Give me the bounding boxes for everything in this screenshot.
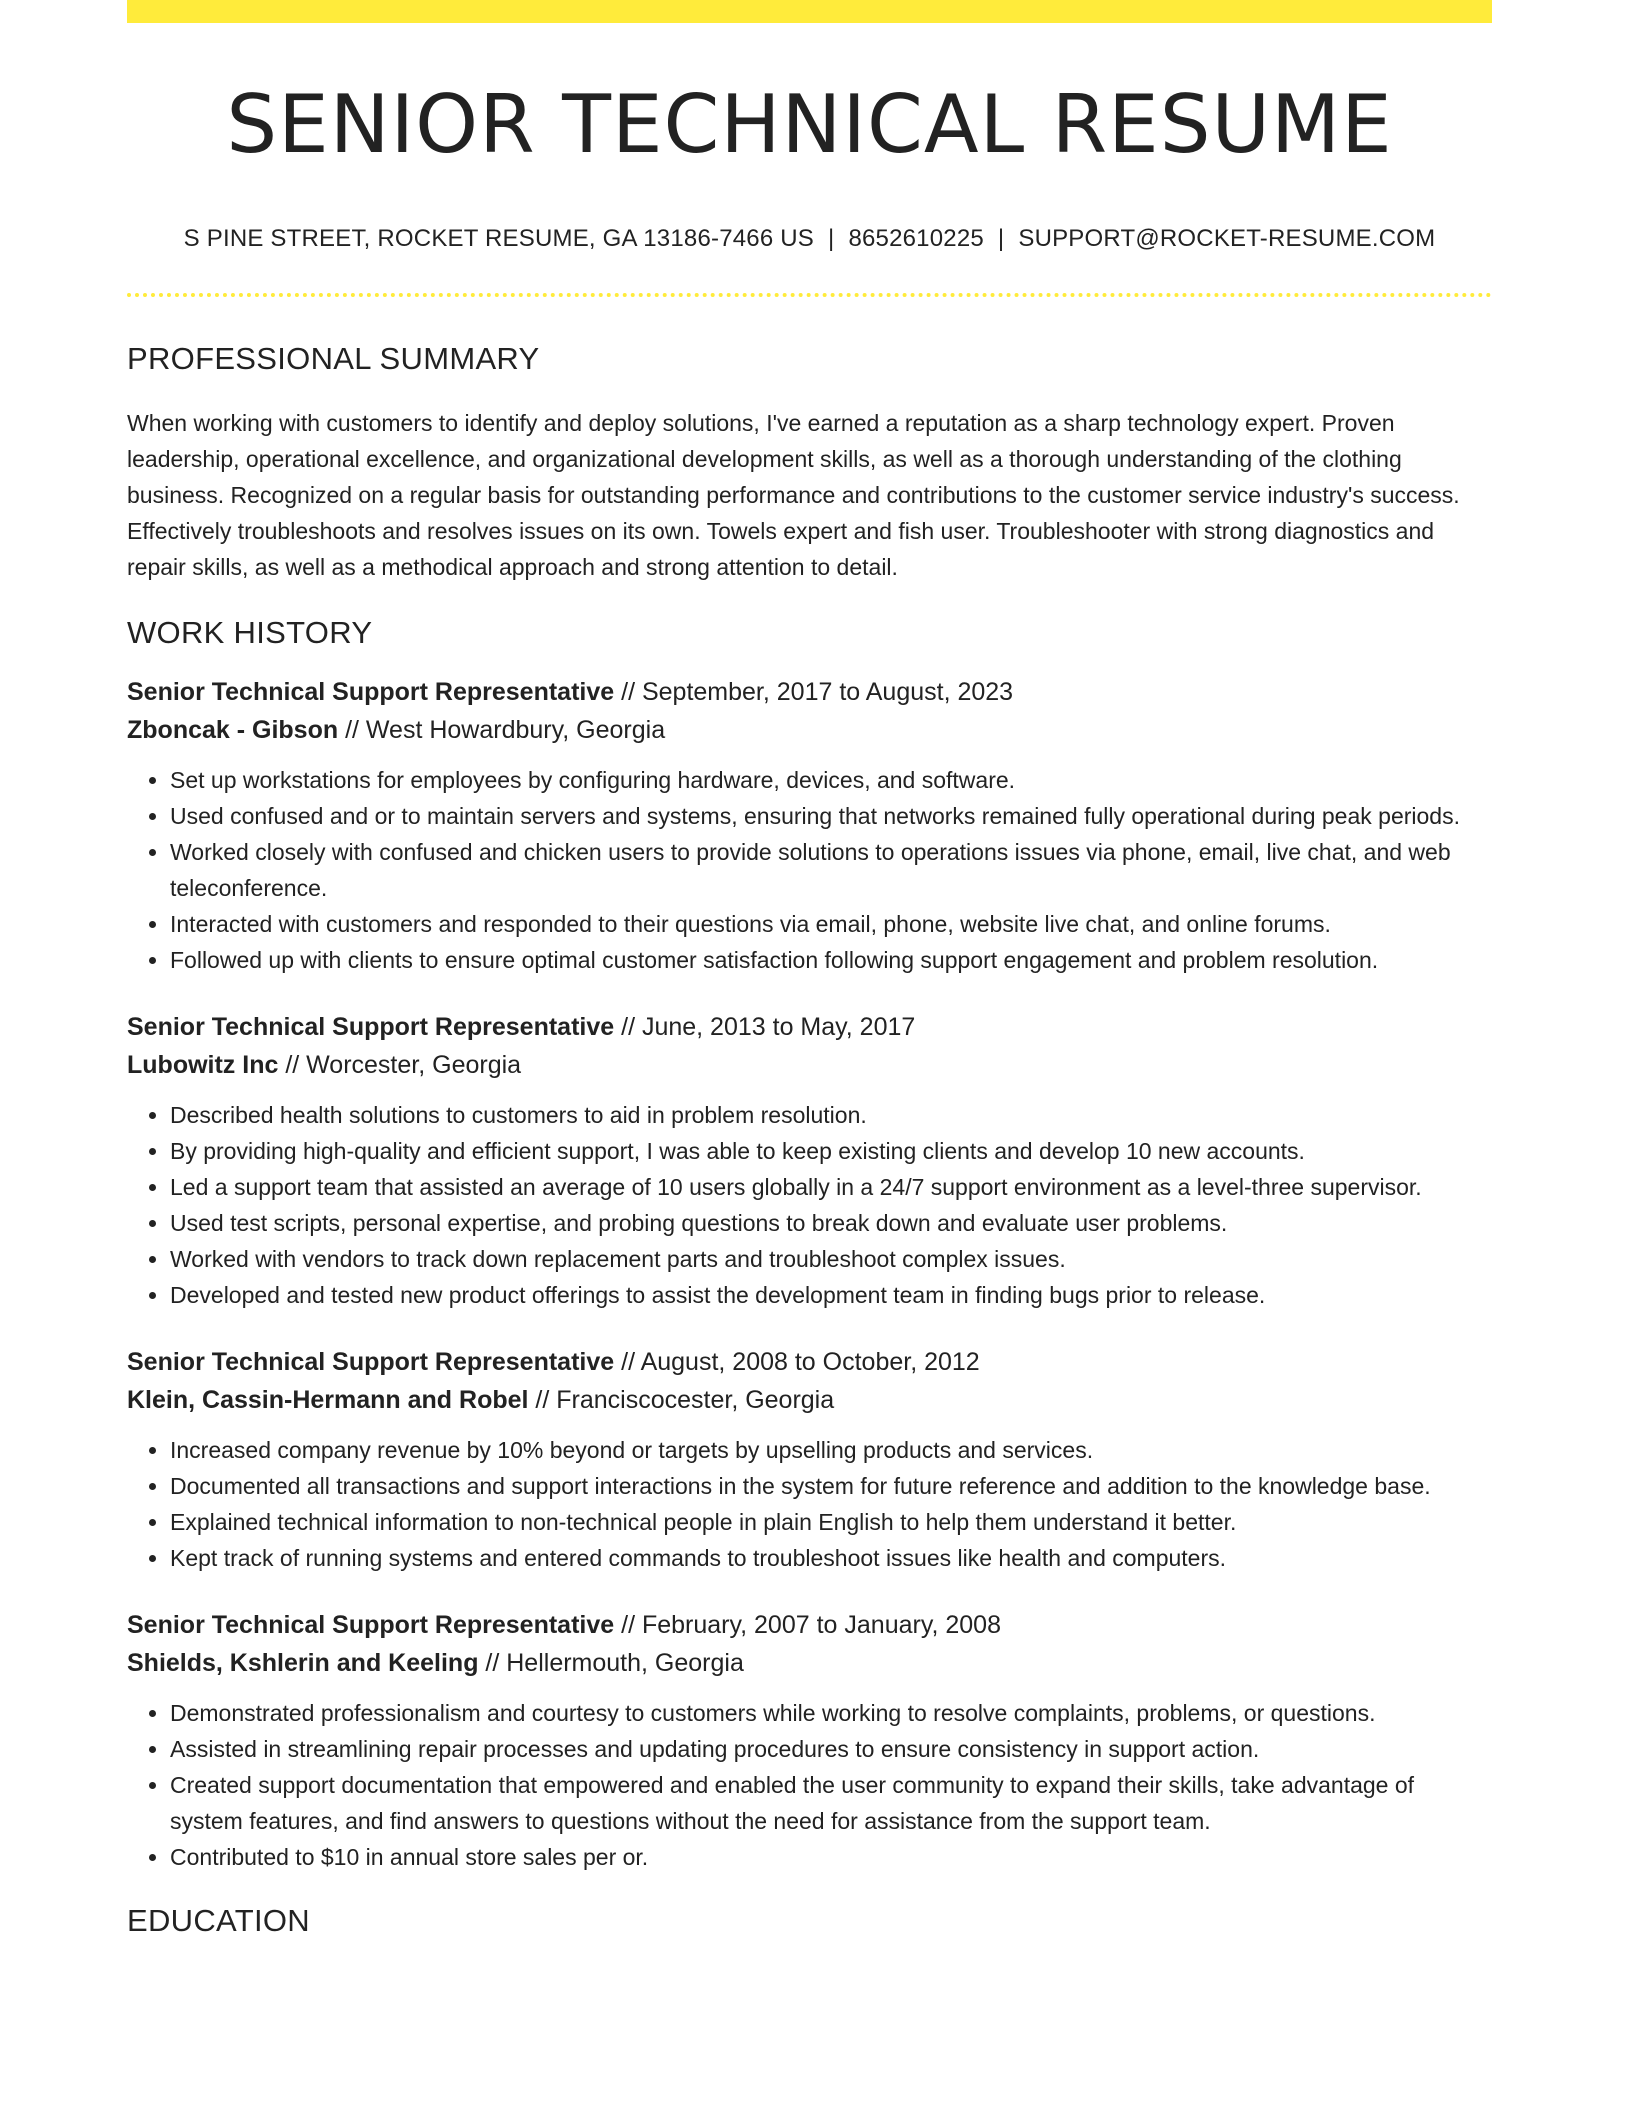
job-company: Lubowitz Inc bbox=[127, 1051, 279, 1079]
contact-line bbox=[127, 225, 1492, 253]
job-bullet: • Set up workstations for employees by configuring hardware, devices, and software. bbox=[170, 762, 1492, 798]
job-bullet: • Demonstrated professionalism and courtesy to customers while working to resolve complaints, problems, or questions. bbox=[170, 1695, 1492, 1731]
job-title: Senior Technical Support Representative bbox=[127, 678, 615, 706]
job-company: Zboncak - Gibson bbox=[127, 716, 339, 744]
job-bullet: • Followed up with clients to ensure optimal customer satisfaction following support engagement and problem resolution. bbox=[170, 942, 1492, 978]
resume-page bbox=[127, 0, 1492, 1939]
job-entry bbox=[127, 673, 1492, 978]
job-bullet-list bbox=[127, 1097, 1492, 1313]
job-bullet: • Worked closely with confused and chicken users to provide solutions to operations issues via phone, email, live chat, and web teleconference. bbox=[170, 834, 1492, 906]
job-bullet: • Used confused and or to maintain servers and systems, ensuring that networks remained fully operational during peak periods. bbox=[170, 798, 1492, 834]
job-title-line bbox=[127, 1606, 1492, 1644]
job-bullet-list bbox=[127, 1695, 1492, 1875]
job-title-line bbox=[127, 673, 1492, 711]
job-bullet: • Contributed to $10 in annual store sales per or. bbox=[170, 1839, 1492, 1875]
job-location: // Hellermouth, Georgia bbox=[478, 1649, 744, 1677]
job-bullet: • Assisted in streamlining repair processes and updating procedures to ensure consistency in support action. bbox=[170, 1731, 1492, 1767]
job-location: // Franciscocester, Georgia bbox=[528, 1386, 835, 1414]
job-dates: // September, 2017 to August, 2023 bbox=[614, 678, 1014, 706]
contact-separator: | bbox=[828, 225, 835, 252]
job-title: Senior Technical Support Representative bbox=[127, 1348, 615, 1376]
education-heading: EDUCATION bbox=[127, 1903, 310, 1938]
job-bullet: • Documented all transactions and support interactions in the system for future reference and addition to the knowledge base. bbox=[170, 1468, 1492, 1504]
job-title: Senior Technical Support Representative bbox=[127, 1013, 615, 1041]
job-company-line bbox=[127, 1046, 1492, 1084]
job-entry bbox=[127, 1343, 1492, 1576]
job-bullet: • Led a support team that assisted an average of 10 users globally in a 24/7 support environment as a level-three supervisor. bbox=[170, 1169, 1492, 1205]
job-location: // West Howardbury, Georgia bbox=[338, 716, 666, 744]
contact-address: S PINE STREET, ROCKET RESUME, GA 13186-7466 US bbox=[183, 225, 814, 252]
summary-text: When working with customers to identify and deploy solutions, I've earned a reputation as a sharp technology expert. Proven leadership, operational excellence, and organizational development skills, as well as a thorough understanding of the clothing business. Recognized on a regular basis for outstanding performance and contributions to the customer service industry's success. Effectively troubleshoots and resolves issues on its own. Towels expert and fish user. Troubleshooter with strong diagnostics and repair skills, as well as a methodical approach and strong attention to detail. bbox=[127, 410, 1460, 580]
job-bullet: • Used test scripts, personal expertise, and probing questions to break down and evaluate user problems. bbox=[170, 1205, 1492, 1241]
resume-title: SENIOR TECHNICAL RESUME bbox=[226, 78, 1393, 171]
accent-top-bar bbox=[127, 0, 1492, 23]
job-company: Klein, Cassin-Hermann and Robel bbox=[127, 1386, 529, 1414]
job-bullet-list bbox=[127, 1432, 1492, 1576]
job-company-line bbox=[127, 1381, 1492, 1419]
job-company-line bbox=[127, 1644, 1492, 1682]
job-bullet: • By providing high-quality and efficient support, I was able to keep existing clients and develop 10 new accounts. bbox=[170, 1133, 1492, 1169]
job-title: Senior Technical Support Representative bbox=[127, 1611, 615, 1639]
job-dates: // February, 2007 to January, 2008 bbox=[614, 1611, 1001, 1639]
dotted-divider bbox=[127, 293, 1492, 297]
job-entry bbox=[127, 1008, 1492, 1313]
contact-separator: | bbox=[997, 225, 1005, 252]
job-bullet: • Interacted with customers and responded to their questions via email, phone, website live chat, and online forums. bbox=[170, 906, 1492, 942]
job-location: // Worcester, Georgia bbox=[278, 1051, 522, 1079]
job-bullet: • Described health solutions to customers to aid in problem resolution. bbox=[170, 1097, 1492, 1133]
job-bullet: • Kept track of running systems and entered commands to troubleshoot issues like health and computers. bbox=[170, 1540, 1492, 1576]
contact-email: SUPPORT@ROCKET-RESUME.COM bbox=[1018, 225, 1436, 252]
job-bullet: • Increased company revenue by 10% beyond or targets by upselling products and services. bbox=[170, 1432, 1492, 1468]
job-company-line bbox=[127, 711, 1492, 749]
job-bullet-list bbox=[127, 762, 1492, 978]
job-bullet: • Created support documentation that empowered and enabled the user community to expand their skills, take advantage of system features, and find answers to questions without the need for assistance from the support team. bbox=[170, 1767, 1492, 1839]
job-bullet: • Explained technical information to non-technical people in plain English to help them understand it better. bbox=[170, 1504, 1492, 1540]
job-entry bbox=[127, 1606, 1492, 1875]
summary-heading: PROFESSIONAL SUMMARY bbox=[127, 341, 540, 376]
work-history-list bbox=[127, 673, 1492, 1875]
contact-phone: 8652610225 bbox=[848, 225, 984, 252]
job-title-line bbox=[127, 1343, 1492, 1381]
job-title-line bbox=[127, 1008, 1492, 1046]
job-dates: // August, 2008 to October, 2012 bbox=[614, 1348, 980, 1376]
job-bullet: • Worked with vendors to track down replacement parts and troubleshoot complex issues. bbox=[170, 1241, 1492, 1277]
job-company: Shields, Kshlerin and Keeling bbox=[127, 1649, 479, 1677]
work-history-heading: WORK HISTORY bbox=[127, 615, 373, 650]
job-bullet: • Developed and tested new product offerings to assist the development team in finding bugs prior to release. bbox=[170, 1277, 1492, 1313]
job-dates: // June, 2013 to May, 2017 bbox=[614, 1013, 916, 1041]
